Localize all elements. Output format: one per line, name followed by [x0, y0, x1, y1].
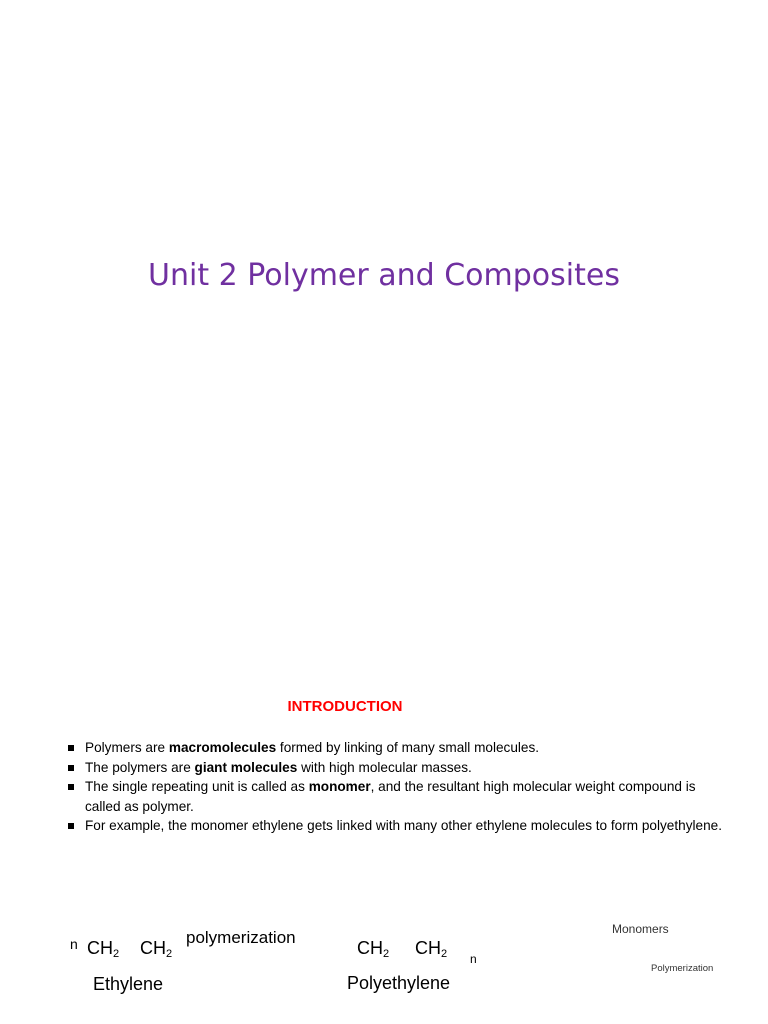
- chain-bead: [602, 1004, 623, 1020]
- list-item: For example, the monomer ethylene gets linked with many other ethylene molecules to form polyethylene.: [66, 816, 734, 836]
- monomer-bead: [602, 896, 625, 915]
- polymerization-label: Polymerization: [651, 963, 714, 974]
- repeat-count-n: n: [470, 952, 477, 966]
- list-item: The polymers are giant molecules with high molecular masses.: [66, 758, 734, 778]
- list-item: The single repeating unit is called as monomer, and the resultant high molecular weight compound is called as polymer.: [66, 777, 734, 816]
- introduction-heading: INTRODUCTION: [287, 698, 403, 715]
- chain-bead: [668, 1004, 689, 1020]
- chain-bead: [690, 1004, 711, 1020]
- monomers-label: Monomers: [612, 922, 669, 936]
- introduction-list: [66, 738, 734, 836]
- product-ch2-left: $CH_2$: [357, 938, 390, 960]
- chain-bead: [646, 1004, 667, 1020]
- monomer-bead: [640, 896, 660, 919]
- reactant-ch2-left: $CH_2$: [87, 938, 120, 960]
- list-item: Polymers are macromolecules formed by linking of many small molecules.: [66, 738, 734, 758]
- page-title: Unit 2 Polymer and Composites: [148, 258, 620, 293]
- chain-bead: [558, 1004, 579, 1020]
- monomer-bead: [601, 871, 624, 889]
- arrow-label: polymerization: [186, 928, 296, 947]
- monomer-bead: [650, 875, 670, 898]
- reactant-name: Ethylene: [93, 974, 164, 994]
- reactant-ch2-right: $CH_2$: [140, 938, 173, 960]
- monomer-bead: [668, 869, 690, 886]
- product-name: Polyethylene: [347, 973, 451, 993]
- chain-bead: [580, 1004, 601, 1020]
- monomer-beads: [601, 865, 691, 919]
- chain-bead: [624, 1004, 645, 1020]
- coefficient-n: n: [70, 936, 78, 952]
- monomer-bead: [662, 899, 685, 917]
- product-ch2-right: $CH_2$: [415, 938, 448, 960]
- chain-bead: [712, 1004, 733, 1020]
- monomer-bead: [622, 882, 645, 902]
- monomer-bead: [626, 865, 648, 880]
